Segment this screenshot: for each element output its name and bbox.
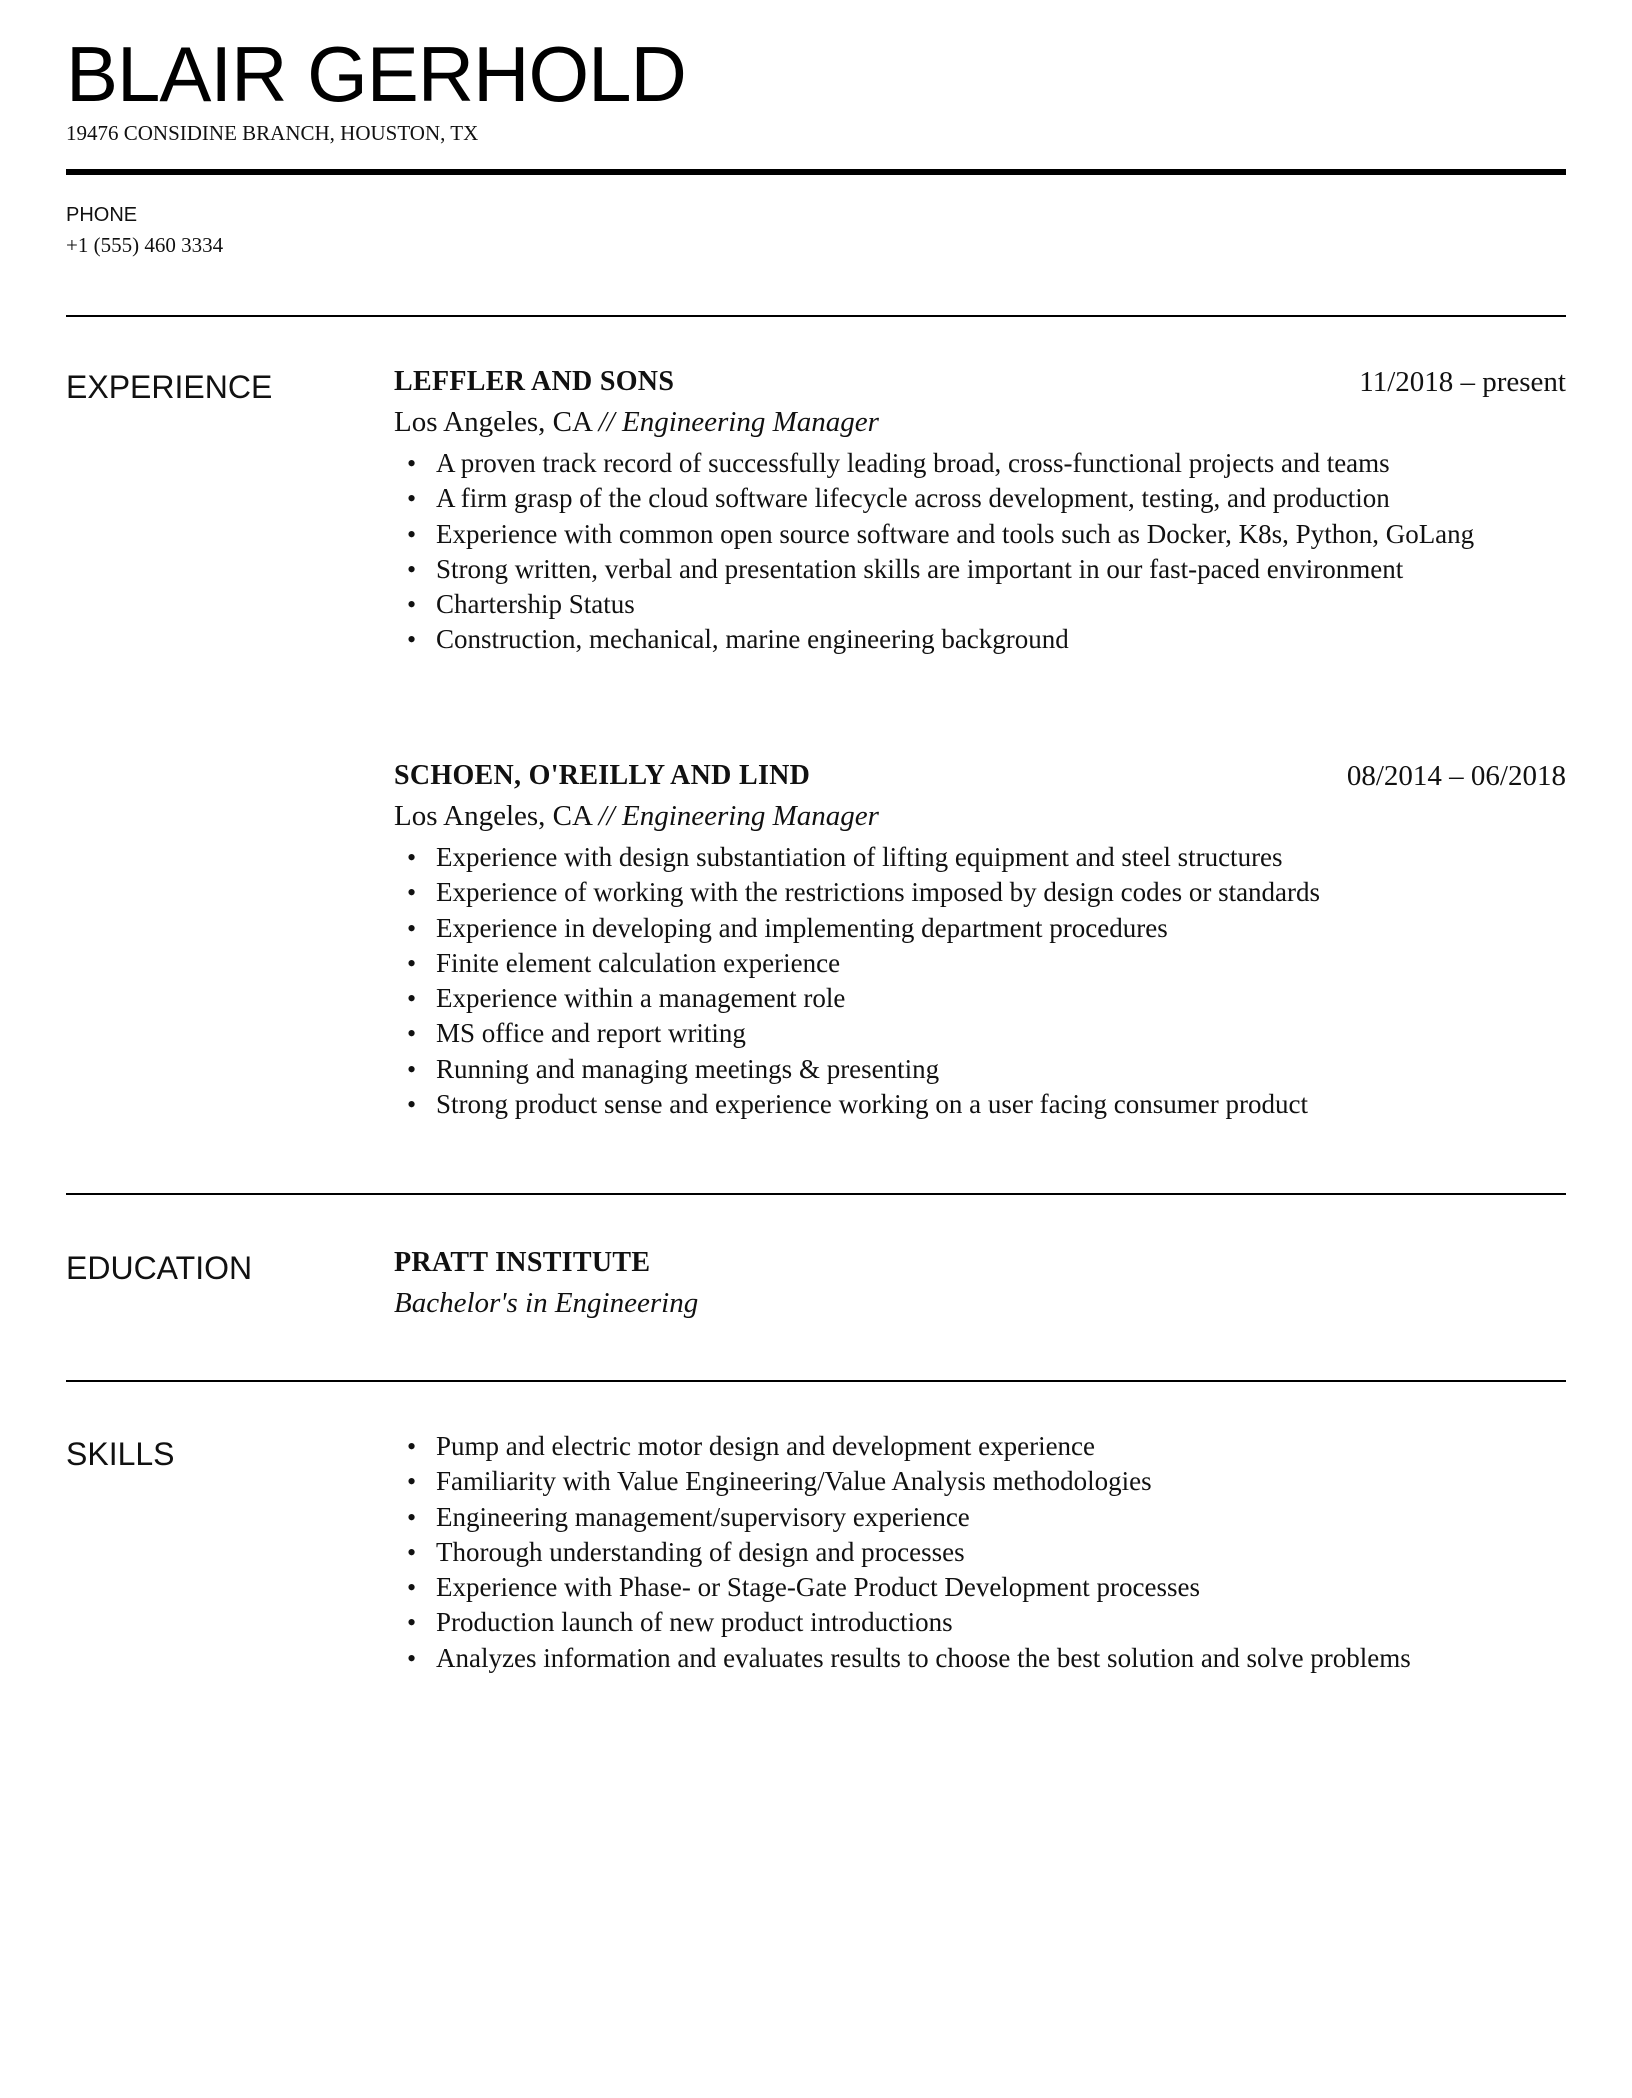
bullet-item: • Experience with common open source software and tools such as Docker, K8s, Python, GoLang [394, 517, 1566, 552]
phone-label: PHONE [66, 204, 138, 226]
skills-list [394, 1429, 1566, 1676]
school-name: PRATT INSTITUTE [394, 1247, 651, 1278]
job-bullets [394, 840, 1566, 1122]
section-divider [66, 1380, 1566, 1382]
bullet-item: • Experience of working with the restrictions imposed by design codes or standards [394, 875, 1566, 910]
section-divider [66, 1193, 1566, 1195]
skill-item: • Familiarity with Value Engineering/Value Analysis methodologies [394, 1464, 1566, 1499]
job-location: Los Angeles, CA [394, 800, 592, 832]
job-role: Engineering Manager [622, 800, 879, 832]
bullet-item: • MS office and report writing [394, 1016, 1566, 1051]
job-location-role [394, 798, 1566, 834]
bullet-item: • A proven track record of successfully leading broad, cross-functional projects and teams [394, 446, 1566, 481]
bullet-item: • Experience within a management role [394, 981, 1566, 1016]
job-dates: 11/2018 – present [1359, 366, 1566, 398]
job-location-role [394, 404, 1566, 440]
experience-title: EXPERIENCE [66, 369, 273, 405]
phone-value: +1 (555) 460 3334 [66, 233, 224, 257]
skills-title: SKILLS [66, 1436, 175, 1472]
candidate-name: BLAIR GERHOLD [66, 30, 686, 118]
skill-item: • Experience with Phase- or Stage-Gate Product Development processes [394, 1570, 1566, 1605]
bullet-item: • Running and managing meetings & presenting [394, 1052, 1566, 1087]
job-entry [394, 364, 1566, 658]
skills-list-wrap [394, 1429, 1566, 1676]
bullet-item: • Experience with design substantiation of lifting equipment and steel structures [394, 840, 1566, 875]
job-separator: // [598, 406, 615, 438]
skill-item: • Thorough understanding of design and processes [394, 1535, 1566, 1570]
job-bullets [394, 446, 1566, 658]
job-company: LEFFLER AND SONS [394, 366, 675, 397]
bullet-item: • Construction, mechanical, marine engineering background [394, 622, 1566, 657]
job-location: Los Angeles, CA [394, 406, 592, 438]
section-divider [66, 315, 1566, 317]
job-company: SCHOEN, O'REILLY AND LIND [394, 760, 811, 791]
skill-item: • Engineering management/supervisory experience [394, 1500, 1566, 1535]
education-entry [394, 1245, 1566, 1321]
degree: Bachelor's in Engineering [394, 1287, 699, 1319]
job-entry [394, 758, 1566, 1122]
bullet-item: • Strong product sense and experience working on a user facing consumer product [394, 1087, 1566, 1122]
skill-item: • Pump and electric motor design and development experience [394, 1429, 1566, 1464]
education-title: EDUCATION [66, 1250, 253, 1286]
skill-item: • Production launch of new product introductions [394, 1605, 1566, 1640]
job-separator: // [598, 800, 615, 832]
bullet-item: • Strong written, verbal and presentation skills are important in our fast-paced environment [394, 552, 1566, 587]
bullet-item: • Finite element calculation experience [394, 946, 1566, 981]
skill-item: • Analyzes information and evaluates results to choose the best solution and solve problems [394, 1641, 1566, 1676]
job-dates: 08/2014 – 06/2018 [1346, 760, 1566, 792]
bullet-item: • Experience in developing and implementing department procedures [394, 911, 1566, 946]
job-role: Engineering Manager [622, 406, 879, 438]
address: 19476 CONSIDINE BRANCH, HOUSTON, TX [66, 121, 479, 145]
bullet-item: • Chartership Status [394, 587, 1566, 622]
bullet-item: • A firm grasp of the cloud software lifecycle across development, testing, and production [394, 481, 1566, 516]
header-divider [66, 169, 1566, 175]
